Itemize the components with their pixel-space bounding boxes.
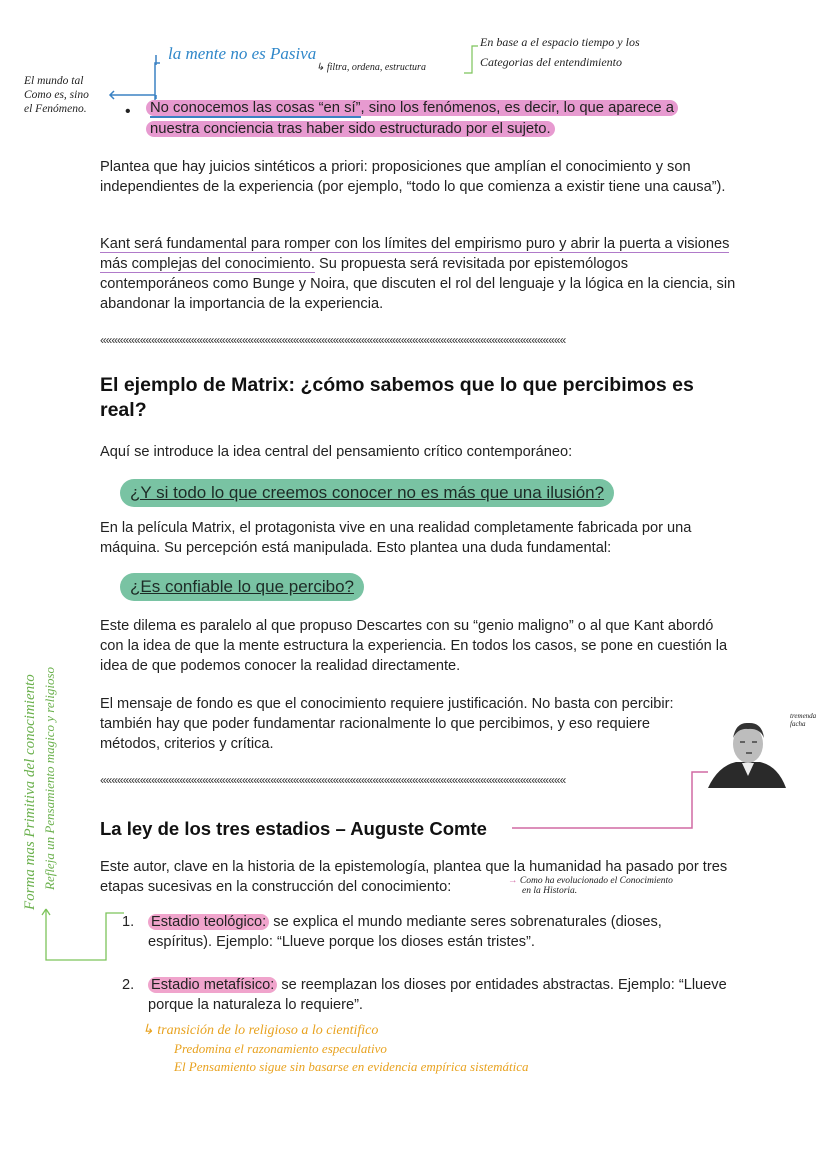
annotation-line: Predomina el razonamiento especulativo (174, 1041, 387, 1056)
kant-rest: Su propuesta será revisitada por epistemólogos contemporáneos como Bunge y Noira, que discuten el rol del lenguaje y la lógica en la ciencia, sin abandonar la importancia de la experiencia. (100, 256, 736, 312)
annotation-line: El mundo tal (24, 75, 84, 87)
annotation-evolucion (508, 876, 673, 896)
list-term: Estadio metafísico: (148, 977, 277, 993)
separator: «««««««««««««««««««««««««««««««««««««««««««««««««««««««««««««««««««««««««««««««««« (100, 773, 566, 787)
annotation-mente: la mente no es Pasiva (168, 44, 317, 63)
annotation-line: Categorias del entendimiento (480, 55, 622, 69)
annotation-line: Como es, sino (24, 89, 89, 101)
list-text (148, 975, 728, 1015)
annotation-line: El Pensamiento sigue sin basarse en evidencia empírica sistemática (174, 1059, 529, 1074)
annotation-filtra: ↳ filtra, ordena, estructura (316, 62, 426, 73)
annotation-text: Como ha evolucionado el Conocimiento (519, 876, 673, 886)
heading-matrix: El ejemplo de Matrix: ¿cómo sabemos que lo que percibimos es real? (100, 374, 694, 421)
separator: «««««««««««««««««««««««««««««««««««««««««««««««««««««««««««««««««««««««««««««««««« (100, 333, 566, 347)
paragraph-dilema: Este dilema es paralelo al que propuso Descartes con su “genio maligno” o al que Kant abordó con la idea de que la mente estructura la experiencia. En todos los casos, se pone en cuestión la idea de que podemos conocer la realidad directamente. (100, 618, 728, 674)
list-text (148, 912, 728, 952)
list-desc: se reemplazan los dioses por entidades abstractas. Ejemplo: “Llueve porque la naturaleza lo requiere”. (148, 977, 727, 1013)
annotation-tremenda (790, 712, 816, 728)
heading-comte: La ley de los tres estadios – Auguste Comte (100, 818, 487, 839)
green-bracket-line (36, 905, 126, 965)
bullet-text: , sino los fenómenos, es decir, lo que aparece a nuestra conciencia tras haber sido estructurado por el sujeto. (150, 100, 674, 137)
annotation-line: ↳ transición de lo religioso a lo cientifico (142, 1023, 379, 1038)
list-number: 2. (122, 977, 135, 993)
annotation-line: En base a el espacio tiempo y los (480, 35, 640, 49)
kant-underlined: Kant será fundamental para romper con los límites del empirismo puro y abrir la puerta a visiones más complejas del conocimiento. (100, 236, 730, 272)
bullet-highlight (146, 100, 678, 137)
paragraph-sinteticos: Plantea que hay juicios sintéticos a priori: proposiciones que amplían el conocimiento y son independientes de la experiencia (por ejemplo, “todo lo que comienza a existir tiene una causa”). (100, 159, 726, 195)
paragraph-pelicula: En la película Matrix, el protagonista vive en una realidad completamente fabricada por una máquina. Su percepción está manipulada. Esto plantea una duda fundamental: (100, 520, 692, 556)
list-desc: se explica el mundo mediante seres sobrenaturales (dioses, espíritus). Ejemplo: “Llueve porque los dioses están tristes”. (148, 914, 662, 950)
annotation-line: Forma mas Primitiva del conocimiento (22, 674, 38, 910)
underlined-phrase: No conocemos las cosas “en sí” (150, 100, 361, 116)
bullet-dot: • (125, 103, 131, 120)
annotation-mundo (24, 74, 89, 116)
annotation-primitiva (20, 667, 60, 910)
annotation-line: el Fenómeno. (24, 103, 87, 115)
question-ilusion: ¿Y si todo lo que creemos conocer no es más que una ilusión? (120, 479, 614, 507)
comte-portrait (708, 718, 788, 788)
paragraph-comte-intro: Este autor, clave en la historia de la epistemología, plantea que la humanidad ha pasado por tres etapas sucesivas en la construcción del conocimiento: (100, 859, 728, 895)
list-term: Estadio teológico: (148, 914, 269, 930)
question-confiable: ¿Es confiable lo que percibo? (120, 573, 364, 601)
annotation-metafisico (142, 1022, 529, 1076)
paragraph-aqui: Aquí se introduce la idea central del pensamiento crítico contemporáneo: (100, 444, 573, 460)
annotation-line: → Como ha evolucionado el Conocimiento (508, 876, 673, 886)
list-number: 1. (122, 914, 135, 930)
bullet-paragraph (146, 98, 716, 140)
green-bracket-icon (462, 40, 482, 80)
annotation-line: Refleja un Pensamiento magico y religioso (42, 667, 57, 890)
annotation-espacio (480, 32, 640, 72)
paragraph-mensaje: El mensaje de fondo es que el conocimiento requiere justificación. No basta con percibir: también hay que poder fundamentar racionalmente lo que percibimos, y eso requiere métodos, criterios y crítica. (100, 696, 674, 752)
paragraph-kant (100, 234, 740, 314)
annotation-line: en la Historia. (522, 886, 578, 896)
annotation-line: facha (790, 720, 806, 728)
annotation-line: tremenda (790, 712, 817, 720)
